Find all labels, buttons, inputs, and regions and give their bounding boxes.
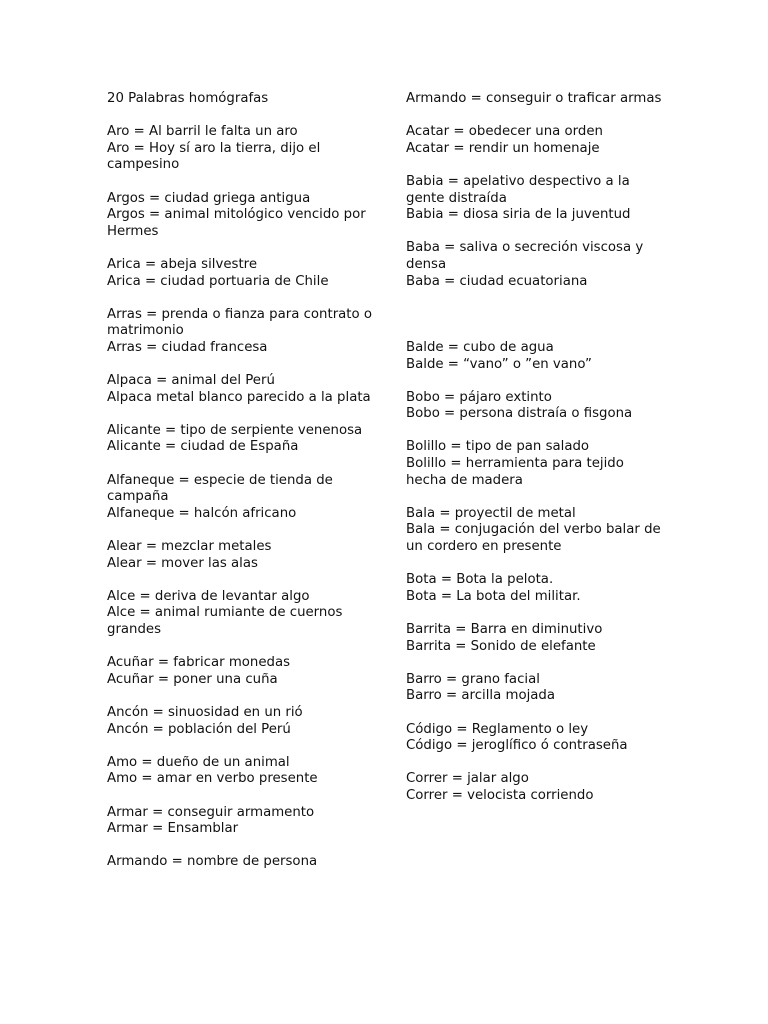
entry-line: Alicante = tipo de serpiente venenosa xyxy=(107,422,363,438)
document-title-block xyxy=(107,91,377,108)
entry-line: Balde = “vano” o ”en vano” xyxy=(406,356,592,372)
entry-line: Alfaneque = especie de tienda de campaña xyxy=(107,472,333,505)
entry-line: Bolillo = tipo de pan salado xyxy=(406,439,590,455)
entry-line: Argos = animal mitológico vencido por Hermes xyxy=(107,207,366,239)
entry-block xyxy=(107,755,377,788)
entry-line: Bota = Bota la pelota. xyxy=(406,572,554,588)
entry-line: Alce = animal rumiante de cuernos grandes xyxy=(107,605,343,637)
entry-line: Arica = ciudad portuaria de Chile xyxy=(107,273,329,289)
entry-line: Código = jeroglífico ó contraseña xyxy=(406,738,628,754)
entry-line: Ancón = población del Perú xyxy=(107,721,291,737)
entry-block xyxy=(406,174,668,224)
right-column xyxy=(406,91,668,821)
entry-block xyxy=(406,124,668,157)
entry-block xyxy=(406,439,668,489)
entry-block xyxy=(107,191,377,241)
document-title: 20 Palabras homógrafas xyxy=(107,91,269,106)
entry-line: Bota = La bota del militar. xyxy=(406,588,581,604)
entry-block xyxy=(107,655,377,688)
entry-line: Amo = amar en verbo presente xyxy=(107,771,318,787)
entry-block xyxy=(406,622,668,655)
entry-line: Barrita = Barra en diminutivo xyxy=(406,622,603,637)
entry-block xyxy=(406,240,668,290)
entry-line: Alpaca = animal del Perú xyxy=(107,373,275,389)
entry-line: Correr = jalar algo xyxy=(406,771,529,787)
entry-block xyxy=(406,672,668,705)
entry-line: Argos = ciudad griega antigua xyxy=(107,190,311,206)
entry-line: Balde = cubo de agua xyxy=(406,339,554,355)
entry-block xyxy=(107,423,377,456)
entry-block xyxy=(107,373,377,406)
entry-line: Alce = deriva de levantar algo xyxy=(107,588,310,604)
entry-line: Acuñar = fabricar monedas xyxy=(107,655,291,671)
entry-line: Barro = arcilla mojada xyxy=(406,688,556,704)
entry-line: Amo = dueño de un animal xyxy=(107,754,290,770)
entry-block xyxy=(107,705,377,738)
entry-line: Alear = mover las alas xyxy=(107,555,258,571)
entry-line: Baba = saliva o secreción viscosa y densa xyxy=(406,240,644,272)
entry-line: Armando = nombre de persona xyxy=(107,854,318,870)
left-column xyxy=(107,91,377,888)
entry-block xyxy=(406,390,668,423)
entry-line: Bala = proyectil de metal xyxy=(406,505,576,521)
entry-line: Alicante = ciudad de España xyxy=(107,439,299,455)
entry-line: Bala = conjugación del verbo balar de un cordero en presente xyxy=(406,522,661,555)
entry-line: Arras = ciudad francesa xyxy=(107,339,268,355)
entry-block xyxy=(406,340,668,373)
entry-line: Alfaneque = halcón africano xyxy=(107,505,297,521)
entry-block xyxy=(406,572,668,605)
entry-block xyxy=(406,91,668,108)
entry-line: Acatar = rendir un homenaje xyxy=(406,140,600,156)
entry-block xyxy=(107,589,377,639)
entry-line: Babia = apelativo despectivo a la gente distraída xyxy=(406,173,630,206)
entry-block xyxy=(107,805,377,838)
entry-block xyxy=(107,539,377,572)
entry-line: Código = Reglamento o ley xyxy=(406,721,589,737)
entry-line: Armando = conseguir o traficar armas xyxy=(406,91,662,106)
entry-line: Barro = grano facial xyxy=(406,671,540,687)
entry-block xyxy=(107,854,377,871)
entry-line: Barrita = Sonido de elefante xyxy=(406,638,596,654)
entry-block xyxy=(406,307,668,324)
entry-line: Armar = conseguir armamento xyxy=(107,804,315,820)
entry-line: Alpaca metal blanco parecido a la plata xyxy=(107,389,371,405)
entry-line: Correr = velocista corriendo xyxy=(406,787,594,803)
entry-block xyxy=(406,771,668,804)
entry-line: Aro = Al barril le falta un aro xyxy=(107,124,298,140)
entry-block xyxy=(406,506,668,556)
entry-line: Acatar = obedecer una orden xyxy=(406,124,603,140)
entry-line: Baba = ciudad ecuatoriana xyxy=(406,273,588,289)
entry-line: Aro = Hoy sí aro la tierra, dijo el campesino xyxy=(107,140,321,173)
entry-line: Ancón = sinuosidad en un rió xyxy=(107,704,303,720)
entry-block xyxy=(107,257,377,290)
entry-line: Arras = prenda o fianza para contrato o matrimonio xyxy=(107,306,373,339)
entry-line: Bolillo = herramienta para tejido hecha de madera xyxy=(406,456,624,488)
entry-line: Alear = mezclar metales xyxy=(107,539,272,555)
entry-block xyxy=(107,124,377,174)
entry-line: Bobo = pájaro extinto xyxy=(406,389,552,405)
entry-block xyxy=(107,473,377,523)
entry-block xyxy=(406,722,668,755)
entry-line: Armar = Ensamblar xyxy=(107,821,239,837)
entry-line: Acuñar = poner una cuña xyxy=(107,671,278,687)
entry-line: Arica = abeja silvestre xyxy=(107,256,258,272)
entry-line: Babia = diosa siria de la juventud xyxy=(406,207,631,223)
entry-line: Bobo = persona distraía o fisgona xyxy=(406,406,633,422)
entry-block xyxy=(107,307,377,357)
